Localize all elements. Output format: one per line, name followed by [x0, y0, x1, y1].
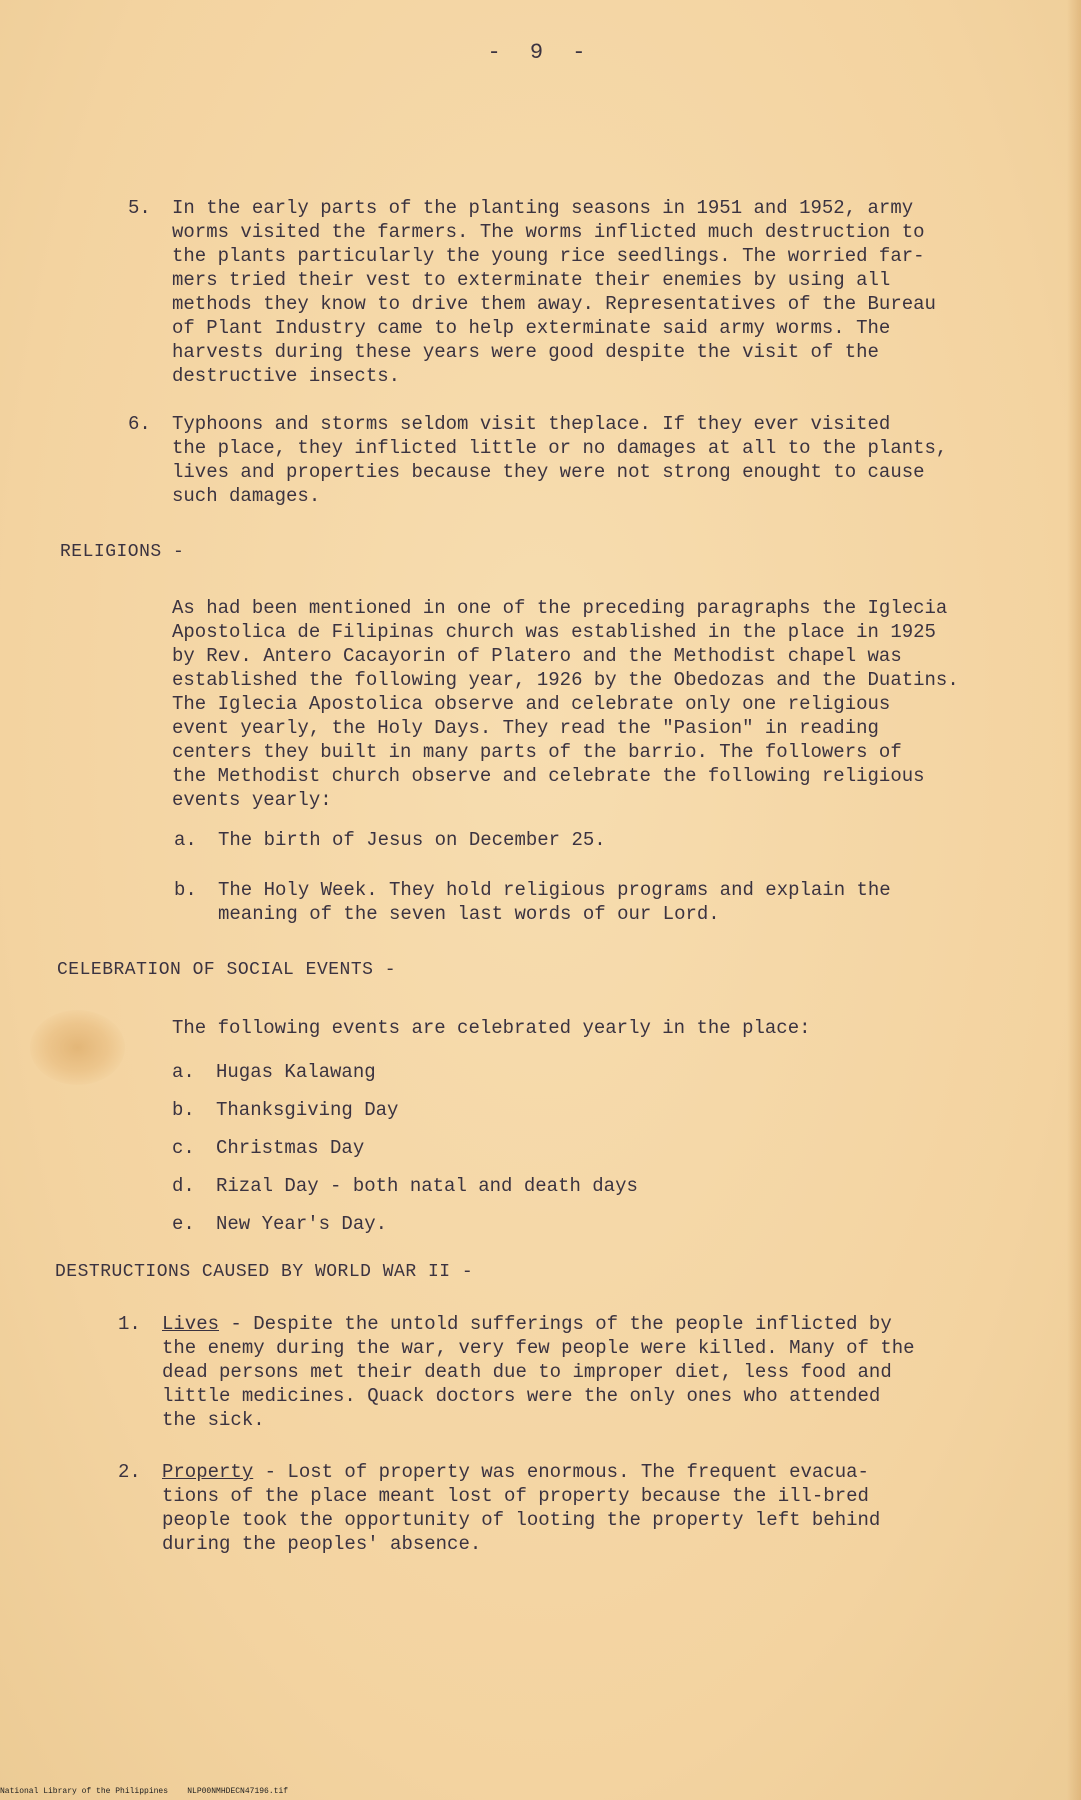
text-line: - Despite the untold sufferings of the people inflicted by — [219, 1313, 892, 1335]
religions-paragraph — [172, 596, 1072, 812]
text-line: lives and properties because they were not strong enought to cause — [172, 461, 925, 483]
page-number: - 9 - — [487, 40, 594, 65]
property-label: Property — [162, 1461, 254, 1483]
text-line: Typhoons and storms seldom visit theplace. If they ever visited — [172, 413, 891, 435]
social-item-e — [172, 1212, 872, 1236]
scan-footer: National Library of the Philippines NLP00NMHDECN47196.tif — [0, 1787, 289, 1796]
social-item-c — [172, 1136, 872, 1160]
heading-war-destructions: DESTRUCTIONS CAUSED BY WORLD WAR II - — [55, 1262, 474, 1282]
item-marker: 5. — [128, 197, 151, 219]
item-marker: 1. — [118, 1313, 141, 1335]
item-marker: d. — [172, 1175, 195, 1197]
item-text: New Year's Day. — [216, 1213, 388, 1235]
item-marker: a. — [174, 829, 197, 851]
text-line: dead persons met their death due to improper diet, less food and — [162, 1361, 892, 1383]
item-marker: b. — [172, 1099, 195, 1121]
text-line: by Rev. Antero Cacayorin of Platero and the Methodist chapel was — [172, 645, 902, 667]
social-item-b — [172, 1098, 872, 1122]
text-line: - Lost of property was enormous. The frequent evacua- — [253, 1461, 869, 1483]
text-line: Apostolica de Filipinas church was established in the place in 1925 — [172, 621, 936, 643]
text-line: the Methodist church observe and celebrate the following religious — [172, 765, 925, 787]
heading-religions: RELIGIONS - — [60, 542, 185, 562]
item-marker: 2. — [118, 1461, 141, 1483]
text-line: The birth of Jesus on December 25. — [218, 829, 606, 851]
text-line: events yearly: — [172, 789, 332, 811]
item-marker: a. — [172, 1061, 195, 1083]
text-line: worms visited the farmers. The worms inflicted much destruction to — [172, 221, 925, 243]
text-line: people took the opportunity of looting the property left behind — [162, 1509, 881, 1531]
text-line: methods they know to drive them away. Representatives of the Bureau — [172, 293, 936, 315]
text-line: established the following year, 1926 by the Obedozas and the Duatins. — [172, 669, 959, 691]
item-text: Rizal Day - both natal and death days — [216, 1175, 638, 1197]
page-edge-shadow — [1067, 0, 1081, 1800]
text-line: tions of the place meant lost of property because the ill-bred — [162, 1485, 869, 1507]
text-line: the sick. — [162, 1409, 265, 1431]
text-line: meaning of the seven last words of our Lord. — [218, 903, 720, 925]
water-stain — [30, 1010, 125, 1085]
war-item-property — [118, 1460, 1068, 1556]
social-item-a — [172, 1060, 872, 1084]
item-marker: c. — [172, 1137, 195, 1159]
item-text: Hugas Kalawang — [216, 1061, 376, 1083]
text-line: during the peoples' absence. — [162, 1533, 482, 1555]
item-text: Christmas Day — [216, 1137, 365, 1159]
text-line: the enemy during the war, very few people were killed. Many of the — [162, 1337, 915, 1359]
text-line: mers tried their vest to exterminate their enemies by using all — [172, 269, 891, 291]
social-intro: The following events are celebrated yearly in the place: — [172, 1017, 811, 1039]
item-marker: 6. — [128, 413, 151, 435]
religion-item-a — [174, 828, 1034, 852]
heading-social-events: CELEBRATION OF SOCIAL EVENTS - — [57, 960, 397, 980]
text-line: little medicines. Quack doctors were the only ones who attended — [162, 1385, 881, 1407]
text-line: the place, they inflicted little or no damages at all to the plants, — [172, 437, 948, 459]
item-text: Thanksgiving Day — [216, 1099, 399, 1121]
text-line: centers they built in many parts of the barrio. The followers of — [172, 741, 902, 763]
text-line: The Iglecia Apostolica observe and celebrate only one religious — [172, 693, 891, 715]
text-line: such damages. — [172, 485, 321, 507]
item-marker: e. — [172, 1213, 195, 1235]
item-marker: b. — [174, 879, 197, 901]
lives-label: Lives — [162, 1313, 220, 1335]
text-line: of Plant Industry came to help exterminate said army worms. The — [172, 317, 891, 339]
text-line: destructive insects. — [172, 365, 401, 387]
social-item-d — [172, 1174, 872, 1198]
text-line: In the early parts of the planting seasons in 1951 and 1952, army — [172, 197, 914, 219]
text-line: the plants particularly the young rice seedlings. The worried far- — [172, 245, 925, 267]
text-line: As had been mentioned in one of the preceding paragraphs the Iglecia — [172, 597, 948, 619]
text-line: event yearly, the Holy Days. They read the "Pasion" in reading — [172, 717, 879, 739]
war-item-lives — [118, 1312, 1068, 1432]
paragraph-5 — [128, 196, 1058, 388]
religion-item-b — [174, 878, 1034, 926]
paragraph-6 — [128, 412, 1058, 508]
text-line: harvests during these years were good despite the visit of the — [172, 341, 879, 363]
text-line: The Holy Week. They hold religious programs and explain the — [218, 879, 891, 901]
